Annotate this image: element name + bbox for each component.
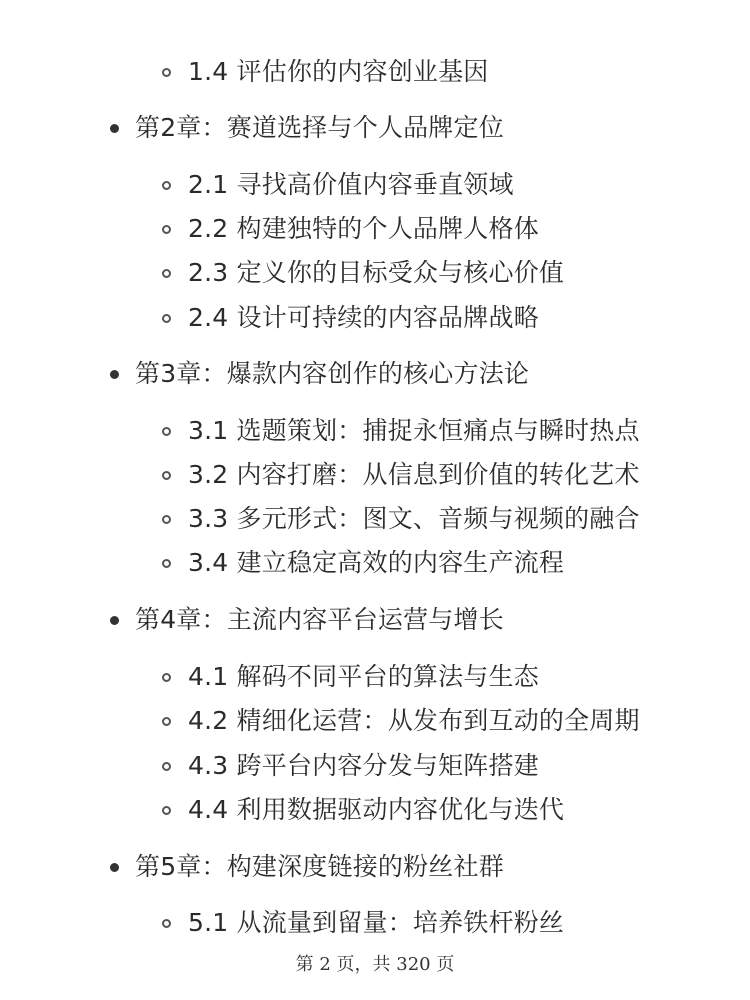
hollow-bullet-icon bbox=[162, 427, 171, 436]
hollow-bullet-icon bbox=[162, 68, 171, 77]
toc-item-text: 3.1 选题策划：捕捉永恒痛点与瞬时热点 bbox=[188, 416, 640, 445]
toc-section-item bbox=[0, 543, 564, 583]
hollow-bullet-icon bbox=[162, 717, 171, 726]
hollow-bullet-icon bbox=[162, 559, 171, 568]
filled-bullet-icon bbox=[110, 124, 119, 133]
hollow-bullet-icon bbox=[162, 471, 171, 480]
toc-item-text: 4.2 精细化运营：从发布到互动的全周期 bbox=[188, 706, 640, 735]
toc-chapter-item bbox=[0, 108, 504, 148]
hollow-bullet-icon bbox=[162, 225, 171, 234]
toc-item-text: 2.4 设计可持续的内容品牌战略 bbox=[188, 303, 539, 332]
toc-item-text: 3.3 多元形式：图文、音频与视频的融合 bbox=[188, 504, 640, 533]
toc-section-item bbox=[0, 499, 640, 539]
hollow-bullet-icon bbox=[162, 314, 171, 323]
toc-chapter-item bbox=[0, 600, 504, 640]
toc-item-text: 第2章：赛道选择与个人品牌定位 bbox=[135, 113, 504, 142]
toc-item-text: 3.2 内容打磨：从信息到价值的转化艺术 bbox=[188, 460, 640, 489]
toc-item-text: 第4章：主流内容平台运营与增长 bbox=[135, 605, 504, 634]
hollow-bullet-icon bbox=[162, 762, 171, 771]
toc-item-text: 5.1 从流量到留量：培养铁杆粉丝 bbox=[188, 908, 565, 937]
filled-bullet-icon bbox=[110, 370, 119, 379]
toc-item-text: 4.4 利用数据驱动内容优化与迭代 bbox=[188, 795, 565, 824]
toc-item-text: 4.3 跨平台内容分发与矩阵搭建 bbox=[188, 751, 539, 780]
toc-section-item bbox=[0, 209, 539, 249]
toc-item-text: 1.4 评估你的内容创业基因 bbox=[188, 57, 489, 86]
toc-section-item bbox=[0, 790, 564, 830]
page-number-footer: 第 2 页，共 320 页 bbox=[295, 954, 455, 975]
toc-chapter-item bbox=[0, 354, 529, 394]
filled-bullet-icon bbox=[110, 863, 119, 872]
toc-chapter-item bbox=[0, 847, 504, 887]
toc-item-text: 3.4 建立稳定高效的内容生产流程 bbox=[188, 548, 565, 577]
toc-item-text: 2.1 寻找高价值内容垂直领域 bbox=[188, 170, 514, 199]
hollow-bullet-icon bbox=[162, 269, 171, 278]
toc-section-item bbox=[0, 411, 640, 451]
toc-item-text: 第3章：爆款内容创作的核心方法论 bbox=[135, 359, 530, 388]
toc-section-item bbox=[0, 52, 489, 92]
toc-section-item bbox=[0, 746, 539, 786]
toc-item-text: 2.3 定义你的目标受众与核心价值 bbox=[188, 258, 565, 287]
toc-section-item bbox=[0, 165, 514, 205]
hollow-bullet-icon bbox=[162, 806, 171, 815]
toc-section-item bbox=[0, 253, 564, 293]
toc-section-item bbox=[0, 657, 539, 697]
hollow-bullet-icon bbox=[162, 181, 171, 190]
toc-section-item bbox=[0, 298, 539, 338]
hollow-bullet-icon bbox=[162, 673, 171, 682]
hollow-bullet-icon bbox=[162, 919, 171, 928]
toc-item-text: 第5章：构建深度链接的粉丝社群 bbox=[135, 852, 504, 881]
toc-item-text: 2.2 构建独特的个人品牌人格体 bbox=[188, 214, 539, 243]
toc-item-text: 4.1 解码不同平台的算法与生态 bbox=[188, 662, 539, 691]
toc-section-item bbox=[0, 701, 640, 741]
hollow-bullet-icon bbox=[162, 515, 171, 524]
toc-section-item bbox=[0, 903, 564, 943]
toc-section-item bbox=[0, 455, 640, 495]
filled-bullet-icon bbox=[110, 616, 119, 625]
